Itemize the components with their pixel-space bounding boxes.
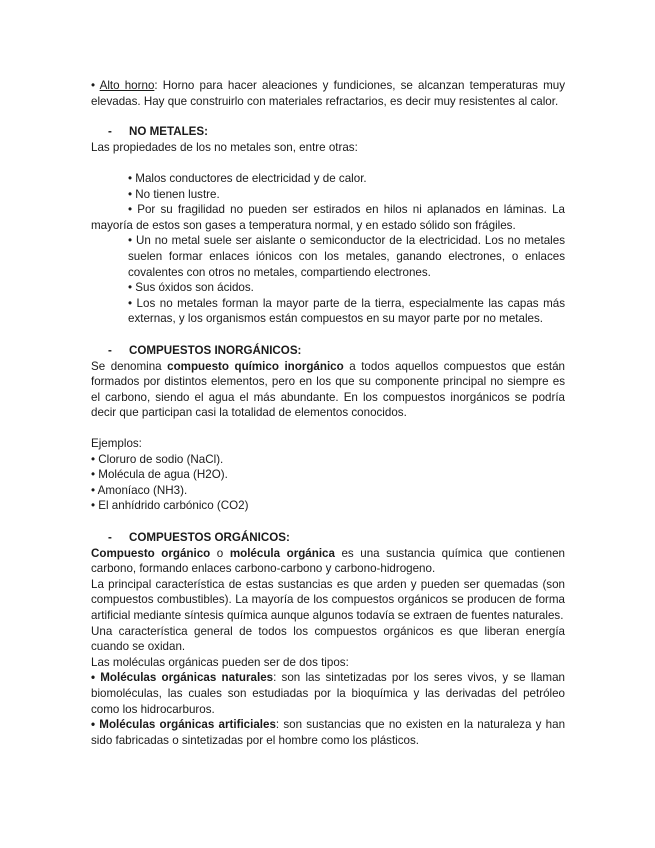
organicos-definition bbox=[91, 546, 565, 577]
heading-dash: - bbox=[108, 125, 112, 138]
text-span: : son sustancias que no existen en la naturaleza y han sido fabricadas o sintetizadas por el hombre como los plásticos. bbox=[91, 718, 566, 747]
list-item: • Por su fragilidad no pueden ser estirados en hilos ni aplanados en láminas. La mayoría de estos son gases a temperatura normal, y en estado sólido son frágiles. bbox=[91, 203, 565, 232]
heading-dash: - bbox=[108, 531, 112, 544]
alto-horno-term: Alto horno bbox=[99, 79, 155, 92]
ejemplos-label: Ejemplos: bbox=[91, 437, 142, 450]
alto-horno-paragraph bbox=[91, 78, 565, 109]
text-span: : son las sintetizadas por los seres vivos, y se llaman biomoléculas, las cuales son estudiadas por la bioquímica y las derivadas del petróleo como los hidrocarburos. bbox=[91, 671, 565, 716]
no-metales-title: NO METALES: bbox=[129, 125, 209, 138]
no-metales-list bbox=[91, 171, 565, 327]
organicos-section bbox=[91, 530, 565, 748]
artificial-term: • Moléculas orgánicas artificiales bbox=[91, 718, 276, 732]
list-item: • El anhídrido carbónico (CO2) bbox=[91, 499, 249, 513]
list-item: • Los no metales forman la mayor parte de la tierra, especialmente las capas más externas, y los organismos están compuestos en su mayor parte por no metales. bbox=[128, 296, 565, 326]
alto-horno-section bbox=[91, 78, 565, 109]
organicos-paragraph: Las moléculas orgánicas pueden ser de dos tipos: bbox=[91, 655, 349, 669]
inorganicos-section bbox=[91, 343, 565, 421]
no-metales-heading bbox=[91, 124, 565, 155]
text-span: es una sustancia química que contienen carbono, formando enlaces carbono-carbono y carbono-hidrogeno. bbox=[91, 546, 565, 576]
organicos-term-1: Compuesto orgánico bbox=[91, 546, 211, 560]
alto-horno-text: : Horno para hacer aleaciones y fundiciones, se alcanzan temperaturas muy elevadas. Hay que construirlo con materiales refractarios, es decir muy resistentes al calor. bbox=[91, 79, 565, 108]
organicos-type-artificial bbox=[91, 717, 565, 748]
text-span: o bbox=[210, 546, 230, 560]
no-metales-lead: Las propiedades de los no metales son, entre otras: bbox=[91, 140, 358, 154]
bullet: • bbox=[91, 79, 96, 92]
inorganicos-title: COMPUESTOS INORGÁNICOS: bbox=[129, 344, 302, 357]
list-item: • Amoníaco (NH3). bbox=[91, 483, 188, 497]
text-span: a todos aquellos compuestos que están formados por distintos elementos, pero en los que su componente principal no siempre es el carbono, siendo el agua el más abundante. En los compuestos inorgánicos se podría decir que participan casi la totalidad de elementos conocidos. bbox=[91, 359, 566, 420]
list-item: • No tienen lustre. bbox=[128, 187, 220, 201]
ejemplos-section bbox=[91, 436, 565, 514]
natural-term: • Moléculas orgánicas naturales bbox=[91, 671, 274, 685]
organicos-title: COMPUESTOS ORGÁNICOS: bbox=[129, 531, 290, 544]
organicos-term-2: molécula orgánica bbox=[229, 546, 335, 560]
inorganicos-definition bbox=[91, 359, 565, 421]
heading-dash: - bbox=[108, 344, 112, 357]
list-item: • Un no metal suele ser aislante o semiconductor de la electricidad. Los no metales suelen formar enlaces iónicos con los metales, ganando electrones, o enlaces covalentes con otros no metales, compartiendo electrones. bbox=[128, 234, 565, 279]
organicos-paragraph: Una característica general de todos los compuestos orgánicos es que liberan energía cuando se oxidan. bbox=[91, 624, 565, 654]
organicos-paragraph: La principal característica de estas sustancias es que arden y pueden ser quemadas (son compuestos combustibles). La mayoría de los compuestos orgánicos se producen de forma artificial mediante síntesis química aunque algunos todavía se extraen de fuentes naturales. bbox=[91, 577, 565, 622]
text-span: Se denomina bbox=[91, 359, 168, 373]
inorganicos-term: compuesto químico inorgánico bbox=[167, 359, 344, 373]
list-item: • Sus óxidos son ácidos. bbox=[128, 281, 254, 295]
list-item: • Cloruro de sodio (NaCl). bbox=[91, 452, 224, 466]
organicos-type-natural bbox=[91, 670, 565, 717]
list-item: • Malos conductores de electricidad y de calor. bbox=[128, 172, 367, 185]
list-item: • Molécula de agua (H2O). bbox=[91, 468, 228, 482]
